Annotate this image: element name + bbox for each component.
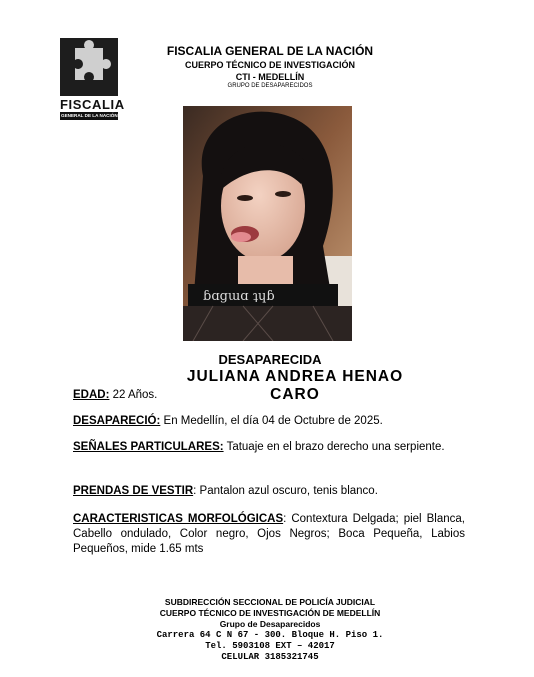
header-line-4: GRUPO DE DESAPARECIDOS <box>227 83 313 89</box>
missing-person-photo <box>183 106 352 341</box>
svg-text:ɓɑgɯɑ ʇɥɓ: ɓɑgɯɑ ʇɥɓ <box>203 289 275 304</box>
field-disappeared <box>73 414 465 429</box>
logo-subtitle: GENERAL DE LA NACIÓN <box>61 113 118 118</box>
header-title: FISCALIA GENERAL DE LA NACIÓN <box>166 44 374 58</box>
logo-wordmark: FISCALIA <box>60 97 125 112</box>
field-marks-value: Tatuaje en el brazo derecho una serpiente. <box>223 441 445 453</box>
field-distinguishing-marks <box>73 440 465 455</box>
footer-line-3: Grupo de Desaparecidos <box>219 619 321 629</box>
field-clothing <box>73 484 465 499</box>
status-label: DESAPARECIDA <box>218 352 322 367</box>
person-name: JULIANA ANDREA HENAO CARO <box>186 368 404 403</box>
header-line-3: CTI - MEDELLÍN <box>235 72 305 82</box>
footer-line-1: SUBDIRECCIÓN SECCIONAL DE POLICÍA JUDICIAL <box>164 597 376 607</box>
field-clothing-label: PRENDAS DE VESTIR <box>73 485 194 497</box>
field-age <box>73 388 465 403</box>
field-clothing-value: : Pantalon azul oscuro, tenis blanco. <box>193 485 378 497</box>
field-marks-label: SEÑALES PARTICULARES: <box>73 441 224 453</box>
footer-cellphone: CELULAR 3185321745 <box>221 652 319 662</box>
field-morphology-label: CARACTERISTICAS MORFOLÓGICAS <box>73 513 284 525</box>
header-line-2: CUERPO TÉCNICO DE INVESTIGACIÓN <box>184 60 355 70</box>
footer-address: Carrera 64 C N 67 - 300. Bloque H. Piso 1. <box>156 630 384 640</box>
field-age-label: EDAD: <box>73 389 110 401</box>
field-age-value: 22 Años. <box>109 389 158 401</box>
field-morphology-value: : Contextura Delgada; piel Blanca, Cabello ondulado, Color negro, Ojos Negros; Boca Pequeña, Labios Pequeños, mide 1.65 mts <box>73 513 465 555</box>
field-disappeared-value: En Medellín, el día 04 de Octubre de 2025. <box>160 415 383 427</box>
field-morphology <box>73 512 465 557</box>
footer-phone: Tel. 5903108 EXT – 42017 <box>205 641 335 651</box>
fiscalia-logo <box>60 38 125 122</box>
puzzle-piece-icon <box>60 38 118 96</box>
footer-line-2: CUERPO TÉCNICO DE INVESTIGACIÓN DE MEDELLÍN <box>159 608 381 618</box>
field-disappeared-label: DESAPARECIÓ: <box>73 415 161 427</box>
